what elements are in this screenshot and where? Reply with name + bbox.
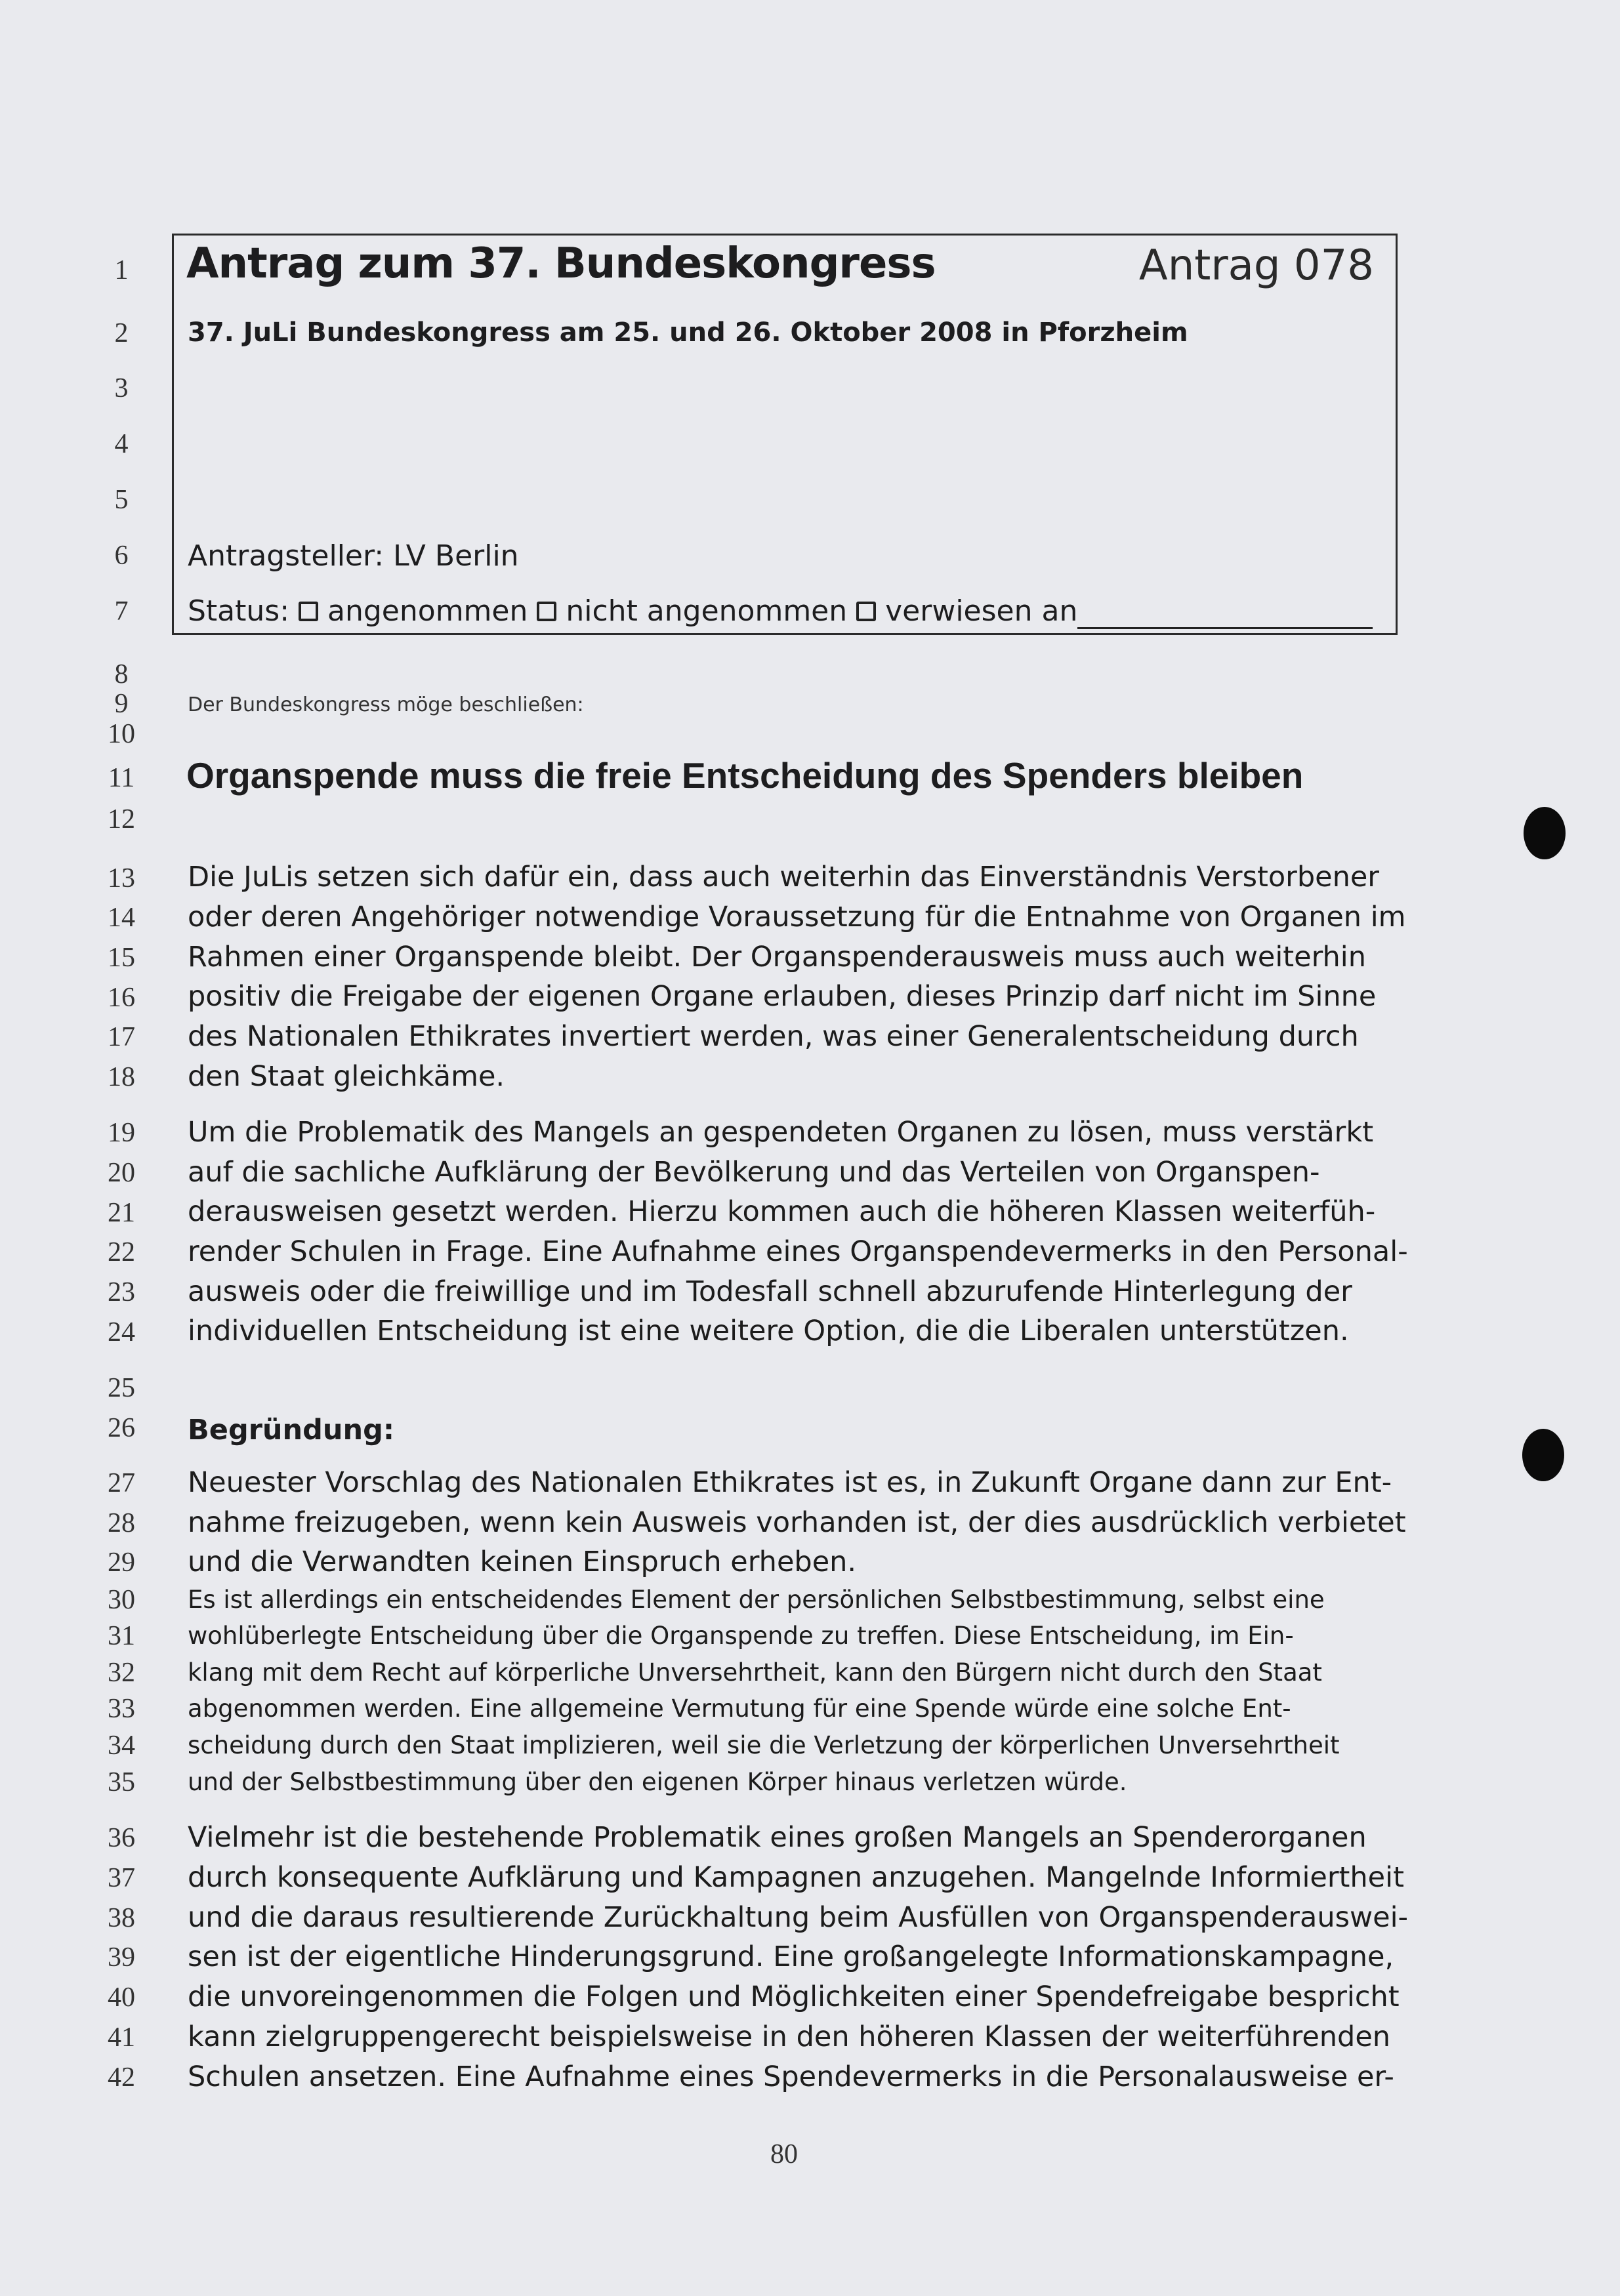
line-number: 31 [108, 1621, 135, 1651]
line-number: 41 [108, 2022, 135, 2053]
text-line: und die Verwandten keinen Einspruch erheben. [188, 1546, 857, 1578]
line-number: 24 [108, 1317, 135, 1347]
line-number: 35 [108, 1767, 135, 1797]
line-number: 37 [108, 1863, 135, 1893]
line-number: 30 [108, 1585, 135, 1615]
line-number: 38 [108, 1903, 135, 1933]
line-number: 40 [108, 1982, 135, 2013]
text-line: wohlüberlegte Entscheidung über die Organspende zu treffen. Diese Entscheidung, im Ein- [188, 1622, 1294, 1650]
status-option-not-accepted: nicht angenommen [566, 594, 848, 628]
line-number: 34 [108, 1731, 135, 1761]
line-number: 7 [114, 596, 129, 626]
line-number: 36 [108, 1823, 135, 1853]
text-line: scheidung durch den Staat implizieren, weil sie die Verletzung der körperlichen Unversehrtheit [188, 1731, 1340, 1759]
checkbox-accepted[interactable] [299, 602, 318, 621]
line-number: 20 [108, 1158, 135, 1188]
line-number: 29 [108, 1548, 135, 1578]
text-line: sen ist der eigentliche Hinderungsgrund. Eine großangelegte Informationskampagne, [188, 1940, 1394, 1973]
line-number: 21 [108, 1198, 135, 1228]
line-number: 5 [114, 485, 129, 515]
text-line: klang mit dem Recht auf körperliche Unversehrtheit, kann den Bürgern nicht durch den Staat [188, 1658, 1322, 1687]
line-number: 18 [108, 1062, 135, 1092]
text-line: die unvoreingenommen die Folgen und Möglichkeiten einer Spendefreigabe bespricht [188, 1980, 1400, 2013]
text-line: Es ist allerdings ein entscheidendes Element der persönlichen Selbstbestimmung, selbst eine [188, 1586, 1325, 1614]
line-number: 8 [114, 659, 129, 689]
line-number: 26 [108, 1413, 135, 1443]
text-line: und der Selbstbestimmung über den eigenen Körper hinaus verletzen würde. [188, 1768, 1127, 1796]
document-heading: Antrag zum 37. Bundeskongress [186, 239, 936, 288]
text-line: render Schulen in Frage. Eine Aufnahme eines Organspendevermerks in den Personal- [188, 1235, 1408, 1268]
line-number: 10 [108, 719, 135, 749]
text-line: abgenommen werden. Eine allgemeine Vermutung für eine Spende würde eine solche Ent- [188, 1694, 1291, 1723]
referred-to-blank-line [1077, 627, 1373, 629]
text-line: und die daraus resultierende Zurückhaltung beim Ausfüllen von Organspenderauswei- [188, 1901, 1409, 1934]
line-number: 14 [108, 903, 135, 933]
text-line: individuellen Entscheidung ist eine weitere Option, die die Liberalen unterstützen. [188, 1315, 1349, 1347]
punch-hole [1524, 807, 1566, 859]
line-number: 2 [114, 318, 129, 348]
text-line: Schulen ansetzen. Eine Aufnahme eines Spendevermerks in die Personalausweise er- [188, 2060, 1394, 2093]
text-line: kann zielgruppengerecht beispielsweise in den höheren Klassen der weiterführenden [188, 2020, 1391, 2053]
line-number: 23 [108, 1277, 135, 1307]
header-box [172, 234, 1398, 635]
checkbox-not-accepted[interactable] [537, 602, 556, 621]
text-line: derausweisen gesetzt werden. Hierzu kommen auch die höheren Klassen weiterfüh- [188, 1195, 1376, 1228]
text-line: auf die sachliche Aufklärung der Bevölkerung und das Verteilen von Organspen- [188, 1156, 1320, 1189]
line-number: 12 [108, 804, 135, 834]
line-number: 9 [114, 689, 129, 719]
line-number: 11 [108, 763, 135, 793]
line-number: 28 [108, 1508, 135, 1538]
status-option-accepted: angenommen [327, 594, 528, 628]
line-number: 32 [108, 1658, 135, 1688]
line-number: 15 [108, 943, 135, 973]
line-number: 19 [108, 1118, 135, 1148]
line-number: 17 [108, 1022, 135, 1052]
status-option-referred: verwiesen an [885, 594, 1078, 628]
text-line: den Staat gleichkäme. [188, 1060, 505, 1093]
line-number: 25 [108, 1373, 135, 1403]
page-number: 80 [770, 2139, 798, 2169]
congress-subtitle: 37. JuLi Bundeskongress am 25. und 26. Oktober 2008 in Pforzheim [188, 318, 1188, 348]
text-line: positiv die Freigabe der eigenen Organe erlauben, dieses Prinzip darf nicht im Sinne [188, 980, 1377, 1013]
checkbox-referred[interactable] [856, 602, 876, 621]
text-line: durch konsequente Aufklärung und Kampagnen anzugehen. Mangelnde Informiertheit [188, 1861, 1404, 1894]
line-number: 3 [114, 373, 129, 403]
line-number: 39 [108, 1942, 135, 1973]
line-number: 13 [108, 863, 135, 893]
applicant: Antragsteller: LV Berlin [188, 539, 519, 573]
line-number: 16 [108, 983, 135, 1013]
line-number: 27 [108, 1468, 135, 1498]
motion-number: Antrag 078 [1138, 241, 1374, 290]
text-line: oder deren Angehöriger notwendige Voraussetzung für die Entnahme von Organen im [188, 901, 1406, 933]
text-line: Die JuLis setzen sich dafür ein, dass auch weiterhin das Einverständnis Verstorbener [188, 861, 1379, 893]
text-line: Vielmehr ist die bestehende Problematik eines großen Mangels an Spenderorganen [188, 1821, 1367, 1854]
line-number: 1 [114, 255, 129, 285]
text-line: Neuester Vorschlag des Nationalen Ethikrates ist es, in Zukunft Organe dann zur Ent- [188, 1466, 1392, 1499]
line-number: 6 [114, 541, 129, 571]
text-line: ausweis oder die freiwillige und im Todesfall schnell abzurufende Hinterlegung der [188, 1275, 1352, 1308]
text-line: des Nationalen Ethikrates invertiert werden, was einer Generalentscheidung durch [188, 1020, 1359, 1053]
motion-title: Organspende muss die freie Entscheidung des Spenders bleiben [186, 755, 1304, 796]
line-number: 4 [114, 429, 129, 459]
punch-hole [1522, 1429, 1564, 1481]
line-number: 42 [108, 2062, 135, 2093]
status-label: Status: [188, 594, 290, 628]
intro-text: Der Bundeskongress möge beschließen: [188, 693, 584, 716]
line-number: 22 [108, 1237, 135, 1267]
status-row [188, 594, 1077, 628]
line-number: 33 [108, 1694, 135, 1724]
text-line: Um die Problematik des Mangels an gespendeten Organen zu lösen, muss verstärkt [188, 1116, 1374, 1149]
text-line: Rahmen einer Organspende bleibt. Der Organspenderausweis muss auch weiterhin [188, 941, 1366, 974]
text-line: nahme freizugeben, wenn kein Ausweis vorhanden ist, der dies ausdrücklich verbietet [188, 1506, 1406, 1539]
justification-heading: Begründung: [188, 1414, 395, 1446]
